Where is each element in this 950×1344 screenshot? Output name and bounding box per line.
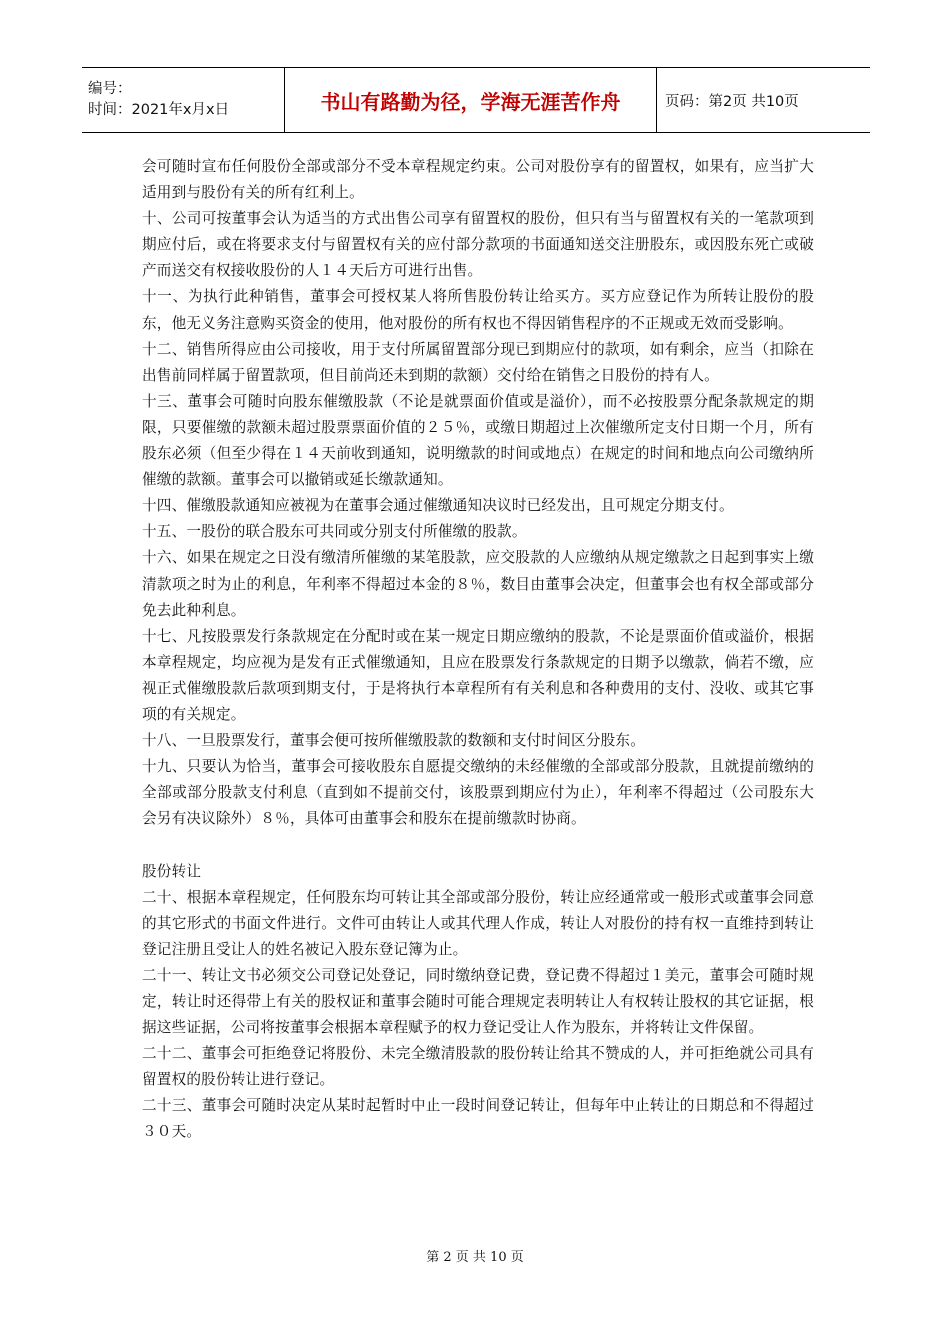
paragraph: 会可随时宣布任何股份全部或部分不受本章程规定约束。公司对股份享有的留置权，如果有，应当扩大适用到与股份有关的所有红利上。 [142, 158, 814, 202]
paragraph: 十二、销售所得应由公司接收，用于支付所属留置部分现已到期应付的款项，如有剩余，应当（扣除在出售前同样属于留置款项，但目前尚还未到期的款额）交付给在销售之日股份的持有人。 [142, 340, 814, 384]
footer-page-number: 第 2 页 共 10 页 [426, 1250, 524, 1265]
paragraph: 十三、董事会可随时向股东催缴股款（不论是就票面价值或是溢价），而不必按股票分配条款规定的期限，只要催缴的款额未超过股票票面价值的２５％，或缴日期超过上次催缴所定支付日期一个月，所有股东必须（但至少得在１４天前收到通知，说明缴款的时间或地点）在规定的时间和地点向公司缴纳所催缴的款额。董事会可以撤销或延长缴款通知。 [142, 392, 814, 489]
paragraph: 二十一、转让文书必须交公司登记处登记，同时缴纳登记费，登记费不得超过１美元，董事会可随时规定，转让时还得带上有关的股权证和董事会随时可能合理规定表明转让人有权转让股权的其它证据，根据这些证据，公司将按董事会根据本章程赋予的权力登记受让人作为股东，并将转让文件保留。 [142, 966, 814, 1037]
paragraph: 十、公司可按董事会认为适当的方式出售公司享有留置权的股份，但只有当与留置权有关的一笔款项到期应付后，或在将要求支付与留置权有关的应付部分款项的书面通知送交注册股东，或因股东死亡或破产而送交有权接收股份的人１４天后方可进行出售。 [142, 210, 814, 280]
paragraph: 十八、一旦股票发行，董事会便可按所催缴股款的数额和支付时间区分股东。 [142, 732, 645, 750]
header-page-label: 页码：第2页 共10页 [665, 93, 799, 110]
header-motto-cell [284, 68, 657, 132]
section-title: 股份转让 [142, 862, 202, 880]
paragraph: 十四、催缴股款通知应被视为在董事会通过催缴通知决议时已经发出，且可规定分期支付。 [142, 497, 734, 515]
paragraph: 十九、只要认为恰当，董事会可接收股东自愿提交缴纳的未经催缴的全部或部分股款，且就提前缴纳的全部或部分股款支付利息（直到如不提前交付，该股票到期应付为止），年利率不得超过（公司股东大会另有决议除外）８％，具体可由董事会和股东在提前缴款时协商。 [142, 758, 814, 828]
paragraph: 十一、为执行此种销售，董事会可授权某人将所售股份转让给买方。买方应登记作为所转让股份的股东，他无义务注意购买资金的使用，他对股份的所有权也不得因销售程序的不正规或无效而受影响。 [142, 288, 814, 332]
header-meta [82, 68, 284, 132]
header-motto: 书山有路勤为径，学海无涯苦作舟 [320, 89, 621, 114]
paragraph: 二十、根据本章程规定，任何股东均可转让其全部或部分股份，转让应经通常或一般形式或董事会同意的其它形式的书面文件进行。文件可由转让人或其代理人作成，转让人对股份的持有权一直维持到转让登记注册且受让人的姓名被记入股东登记簿为止。 [142, 888, 814, 958]
blank-line [142, 832, 814, 858]
paragraph: 十五、一股份的联合股东可共同或分别支付所催缴的股款。 [142, 523, 527, 541]
paragraph: 十七、凡按股票发行条款规定在分配时或在某一规定日期应缴纳的股款，不论是票面价值或溢价，根据本章程规定，均应视为是发有正式催缴通知，且应在股票发行条款规定的日期予以缴款，倘若不缴，应视正式催缴股款后款项到期支付，于是将执行本章程所有有关利息和各种费用的支付、没收、或其它事项的有关规定。 [142, 627, 814, 723]
paragraph: 二十三、董事会可随时决定从某时起暂时中止一段时间登记转让，但每年中止转让的日期总和不得超过３０天。 [142, 1097, 814, 1141]
header-page-cell [657, 68, 870, 132]
document-time-label: 时间：2021年x月x日 [88, 102, 230, 118]
page-footer [0, 1246, 950, 1265]
paragraph: 二十二、董事会可拒绝登记将股份、未完全缴清股款的股份转让给其不赞成的人，并可拒绝就公司具有留置权的股份转让进行登记。 [142, 1045, 814, 1089]
header-table [82, 67, 870, 133]
document-body [142, 154, 814, 1146]
paragraph: 十六、如果在规定之日没有缴清所催缴的某笔股款，应交股款的人应缴纳从规定缴款之日起到事实上缴清款项之时为止的利息，年利率不得超过本金的８％，数目由董事会决定，但董事会也有权全部或部分免去此种利息。 [142, 549, 814, 619]
document-number-label: 编号： [88, 81, 132, 97]
